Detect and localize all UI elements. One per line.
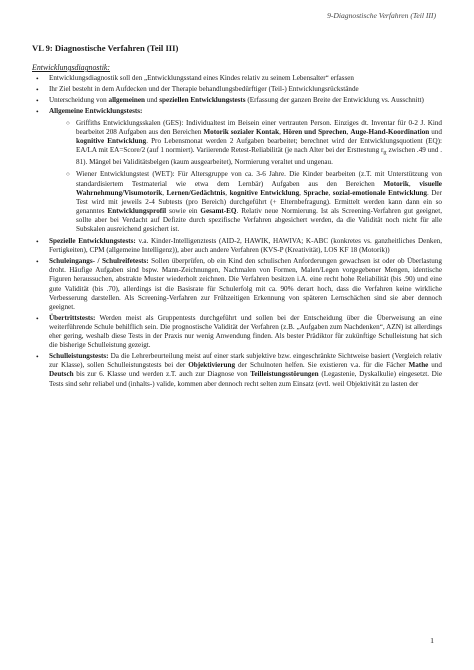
text-run: und — [429, 127, 442, 136]
text-run: und — [428, 361, 442, 370]
text-run: der Schulnoten helfen. Sie existieren v.a. für die Fächer — [235, 361, 409, 370]
text-run: , — [225, 188, 230, 197]
bullet-marker: • — [36, 352, 39, 362]
list-item — [32, 74, 442, 83]
list-item — [32, 85, 442, 94]
text-run: , — [162, 188, 167, 197]
bullet-text: Entwicklungsdiagnostik soll den „Entwicklungsstand eines Kindes relativ zu seinem Lebensalter“ erfassen — [49, 74, 354, 83]
text-run: Griffiths Entwicklungsskalen (GES): Individualtest im Beisein einer vertrauten Person. Einziges dt. Inventar für 0-2 J. Kind bearbeitet 208 Aufgaben aus den Bereichen — [76, 118, 442, 136]
bullet-marker: • — [36, 74, 39, 84]
bold-term: Schuleingangs- / Schulreifetests: — [49, 257, 149, 266]
bold-term: Auge-Hand-Koordination — [350, 127, 430, 136]
bullet-text — [49, 96, 424, 104]
bold-term: sozial-emotionale Entwicklung — [332, 188, 427, 197]
text-run: Unterscheidung von — [49, 96, 109, 105]
list-item-schulleistung — [32, 352, 442, 388]
bold-term: Teilleistungsstörungen — [250, 370, 319, 379]
subscript: tt — [383, 150, 387, 157]
text-run: und — [145, 96, 160, 105]
bold-term: Objektivierung — [188, 361, 236, 370]
bold-term: kognitive Entwicklung — [229, 188, 300, 197]
text-run: v.a. Kinder-Intelligenztests (AID-2, HAWIK, HAWIVA; K-ABC (konkretes vs. ganzheitliches Denken, Fertigkeiten), CPM (allgemeine Intelligenz)), aber auch andere Verfahren (KVS-P (Kreativität), LOS KF 18 (Motorik)) — [49, 237, 442, 255]
bold-term: Hören und Sprechen — [282, 127, 347, 136]
text-run: , — [408, 179, 420, 188]
text-run: sowie ein — [166, 206, 201, 215]
text-run: , — [299, 188, 304, 197]
text-run: Werden meist als Gruppentests durchgeführt und sollen bei der Entscheidung über die Überweisung an eine weiterführende Schule behilflich sein. Die prognostische Validität der Verfahren (z.B. „Aufgaben zum Nachdenken“, AZN) ist allerdings eher gering, weshalb diese Tests in der Praxis nur wenig Anwendung finden. Als bester Prädiktor für zukünftige Schulleistung hat sich die bisherige Schulleistung gezeigt. — [49, 313, 442, 350]
bold-term: Lernen/Gedächtnis — [166, 188, 226, 197]
text-run: zwischen .49 und . 81). Mängel bei Validitätsbelgen (kaum ausgearbeitet), Normierung veraltet und ungenau. — [76, 145, 442, 167]
bold-term: Schulleistungstests: — [49, 352, 109, 361]
text-run: (Legastenie, Dyskalkulie) eingesetzt. Die Tests sind sehr reliabel und (inhalts-) valide, kommen aber dennoch recht selten zum Einsatz (evtl. weil Objektivität zu lasten der — [49, 370, 442, 388]
bold-term: allgemeinen — [108, 96, 145, 105]
text-run: , — [346, 127, 351, 136]
text-run: , — [279, 127, 283, 136]
list-item — [32, 96, 442, 105]
bold-term: Gesamt-EQ — [200, 206, 237, 215]
sub-list-item-griffiths — [49, 119, 442, 168]
bullet-text — [49, 352, 442, 387]
subsection-heading: Allgemeine Entwicklungstests: — [49, 107, 143, 116]
text-run: Sollen überprüfen, ob ein Kind den schulischen Anforderungen gewachsen ist oder ob Überlastung droht. Häufige Aufgaben sind bspw. Mann-Zeichnungen, Nachmalen von Formen, Malen/Legen vorgegebener Mengen, identische Figuren heraussuchen, abstrakte Muster wiederholt zeichnen. Die Verfahren besitzen i.A. eine recht hohe Reliabilität (bis .90) und eine gute Validität (bis .70), allerdings ist die Basisrate für Schulerfolg mit ca. 90% derart hoch, dass die Verfahren keine wirkliche Verbesserung darstellen. Als Screening-Verfahren zur Frühzeitigen Erkennung von späteren Lernschächen sind sie aber dennoch geeignet. — [49, 257, 442, 311]
bold-term: speziellen Entwicklungstests — [159, 96, 246, 105]
bold-term: Entwicklungsprofil — [107, 206, 167, 215]
bullet-text — [49, 314, 442, 349]
text-run: , — [328, 188, 333, 197]
text-run: . Der Test wird mit jeweils 2-4 Subtests (pro Bereich) durchgeführt (+ Elternbefragung). Ermittelt werden kann dann ein so genanntes — [76, 188, 442, 215]
text-run: . Relativ neue Normierung. Ist als Screening-Verfahren gut geeignet, sollte aber bei Verdacht auf Defizite durch spezifische Verfahren abgesichert werden, da die Validität noch nicht für alle Subskalen ausreichend gesichert ist. — [76, 206, 442, 234]
bullet-text — [49, 237, 442, 254]
bold-term: kognitive Entwicklung — [76, 136, 147, 145]
wet-text — [76, 170, 442, 233]
bold-term: Spezielle Entwicklungstests: — [49, 237, 136, 246]
sub-list-item-wet — [49, 170, 442, 234]
list-item-spezielle — [32, 237, 442, 255]
main-bullet-list — [32, 74, 442, 388]
text-run: . Pro Lebensmonat werden 2 Aufgaben bearbeitet; berechnet wird der Entwicklungsquotient (EQ): EA/LA mit EA=Score/2 (auf 1 normiert). Variierende Retest-Reliabilität (je nach Alter bei der Ersttestung r — [76, 136, 442, 154]
section-heading: Entwicklungsdiagnostik: — [32, 63, 111, 73]
bullet-marker: • — [36, 107, 39, 117]
bold-term: Sprache — [303, 188, 329, 197]
text-run: Da die Lehrerbeurteilung meist auf einer stark subjektive bzw. eingeschränkte Sichtweise basiert (Vergleich relativ zur Klasse), sollen Schulleistungstests bei der — [49, 352, 442, 370]
bold-term: Deutsch — [49, 370, 74, 379]
bullet-text: Ihr Ziel besteht in dem Aufdecken und der Therapie behandlungsbedürftiger (Teil-) Entwicklungsrückstände — [49, 85, 359, 94]
bold-term: visuelle Wahrnehmung/Visumotorik — [76, 179, 442, 197]
running-header: 9-Diagnostische Verfahren (Teil III) — [327, 11, 436, 20]
bullet-marker: • — [36, 237, 39, 247]
bold-term: Mathe — [408, 361, 429, 370]
bold-term: Motorik sozialer Kontak — [203, 127, 280, 136]
sub-bullet-list — [49, 119, 442, 235]
bullet-marker: • — [36, 313, 39, 323]
list-item-uebertritt — [32, 314, 442, 350]
circle-bullet-icon: ○ — [66, 119, 70, 127]
bold-term: Übertrittstests: — [49, 313, 96, 322]
document-body — [32, 44, 442, 391]
text-run: bis zur 6. Klasse und werden z.T. auch zur Diagnose von — [73, 370, 251, 379]
griffiths-text — [76, 119, 442, 167]
bullet-marker: • — [36, 85, 39, 95]
list-item-allgemeine — [32, 107, 442, 234]
circle-bullet-icon: ○ — [66, 171, 70, 179]
bullet-marker: • — [36, 96, 39, 106]
bullet-text — [49, 257, 442, 310]
text-run: (Erfassung der ganzen Breite der Entwicklung vs. Ausschnitt) — [245, 96, 424, 105]
list-item-schuleingang — [32, 257, 442, 312]
bullet-marker: • — [36, 257, 39, 267]
text-run: Wiener Entwicklungstest (WET): Für Altersgruppe von ca. 3-6 Jahre. Die Kinder bearbeiten (z.T. mit Unterstützung von standardisiertem Testmaterial wie etwa dem Lernbär) Aufgaben aus den Bereichen — [76, 170, 442, 188]
bold-term: Motorik — [383, 179, 409, 188]
page-title: VL 9: Diagnostische Verfahren (Teil III) — [32, 43, 179, 53]
page-number: 1 — [430, 636, 434, 645]
